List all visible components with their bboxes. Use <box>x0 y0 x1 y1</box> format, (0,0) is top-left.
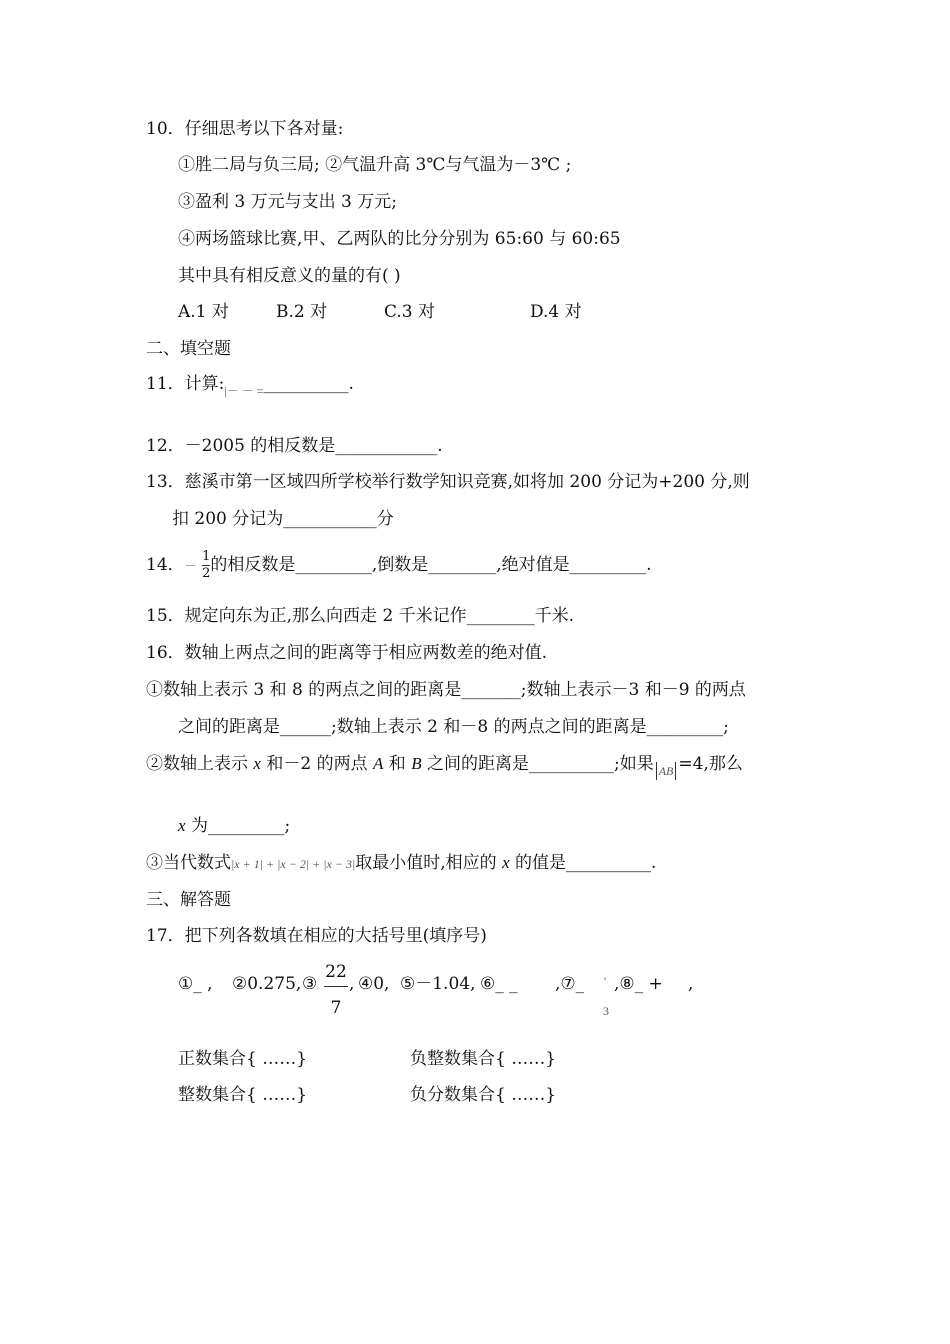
q17-n2: ②0.275, <box>232 974 302 994</box>
q16-p3-text-c: 的值是__________. <box>509 853 657 873</box>
q10-option-d: D.4 对 <box>530 302 582 322</box>
q16-p3-text-b: 取最小值时,相应的 <box>355 853 503 873</box>
q16-p3-text-a: ③当代数式 <box>146 853 231 873</box>
q12: 12．－2005 的相反数是____________. <box>146 436 443 456</box>
q16-part1-line2: 之间的距离是______;数轴上表示 2 和－8 的两点之间的距离是_________; <box>178 717 729 737</box>
q14-prefix: 14． <box>146 555 185 575</box>
q14-fraction <box>202 550 210 581</box>
q16-p2-x: x <box>253 754 261 773</box>
q14 <box>146 545 652 586</box>
q17-n4: ④0, <box>358 974 390 994</box>
q16-part3 <box>146 852 656 875</box>
q17-n8: ,⑧_ + <box>614 974 663 994</box>
q10-item-1: ①胜二局与负三局; ②气温升高 3℃与气温为－3℃ ; <box>178 155 572 175</box>
q14-rest: 的相反数是_________,倒数是________,绝对值是_________. <box>210 555 652 575</box>
q10-option-a: A.1 对 <box>178 302 229 322</box>
q16-p2-text-e: =4,那么 <box>678 754 743 774</box>
q16-p2-text-c: 和 <box>383 754 412 774</box>
q17-stem: 17．把下列各数填在相应的大括号里(填序号) <box>146 926 487 946</box>
q14-numerator: 1 <box>202 549 211 564</box>
q16-p2-line2-rest: 为_________; <box>185 816 291 836</box>
q16-part2-line2 <box>178 815 290 837</box>
q11-blank: __________. <box>263 374 354 394</box>
q10-item-3: ④两场篮球比赛,甲、乙两队的比分分别为 65:60 与 60:65 <box>178 229 621 249</box>
q16-p2-text-b: 和－2 的两点 <box>260 754 373 774</box>
q16-p3-x: x <box>502 853 510 872</box>
q16-p2-B: B <box>411 754 422 773</box>
q16-part1-line1: ①数轴上表示 3 和 8 的两点之间的距离是_______;数轴上表示－3 和－9 的两点 <box>146 680 746 700</box>
q16-p2-text-d: 之间的距离是__________;如果 <box>421 754 654 774</box>
q16-p3-expression: |x + 1| + |x − 2| + |x − 3| <box>231 857 356 871</box>
q10-item-2: ③盈利 3 万元与支出 3 万元; <box>178 192 397 212</box>
q10-option-b: B.2 对 <box>276 302 328 322</box>
q16-p2-abs-ab: AB <box>658 764 674 778</box>
q17-n3-prefix: ③ <box>302 974 318 994</box>
q13-line-2: 扣 200 分记为___________分 <box>172 509 394 529</box>
q17-n5: ⑤－1.04, <box>400 974 476 994</box>
q16-p2-A: A <box>372 754 384 773</box>
q17-n1: ①_ , <box>178 974 213 994</box>
q10-question: 其中具有相反意义的量的有( ) <box>178 266 401 286</box>
q13-line-1: 13．慈溪市第一区域四所学校举行数学知识竞赛,如将加 200 分记为+200 分,则 <box>146 472 750 492</box>
q17-n3-denominator: 7 <box>330 998 342 1018</box>
q16-stem: 16．数轴上两点之间的距离等于相应两数差的绝对值. <box>146 643 548 663</box>
q11 <box>146 373 354 396</box>
q17-n7-sup: ' <box>604 974 607 988</box>
q17-set-positive: 正数集合{ ……} <box>178 1049 308 1069</box>
q16-part2-line1 <box>146 753 743 776</box>
q17-n7-sub: 3 <box>603 1004 609 1018</box>
q17-set-negative-fraction: 负分数集合{ ……} <box>410 1085 557 1105</box>
q17-set-integer: 整数集合{ ……} <box>178 1085 308 1105</box>
q17-n6: ⑥_ _ <box>480 974 518 994</box>
q17-set-negative-integer: 负整数集合{ ……} <box>410 1049 557 1069</box>
q17-n3-numerator: 22 <box>325 962 347 982</box>
q10-stem: 10．仔细思考以下各对量: <box>146 119 344 139</box>
q16-p2-line2-x: x <box>178 816 186 835</box>
q14-denominator: 2 <box>202 566 211 581</box>
section-2-title: 二、填空题 <box>146 339 231 359</box>
q17-n7: ,⑦_ <box>555 974 585 994</box>
q10-option-c: C.3 对 <box>384 302 436 322</box>
q11-expression: |－ － = <box>224 384 264 398</box>
q17-n3-suffix: , <box>349 974 355 994</box>
q16-p2-text-a: ②数轴上表示 <box>146 754 254 774</box>
q14-sign: － <box>184 559 197 573</box>
section-3-title: 三、解答题 <box>146 890 231 910</box>
q11-prefix: 11．计算: <box>146 374 225 394</box>
q17-n-end: , <box>688 974 694 994</box>
q15: 15．规定向东为正,那么向西走 2 千米记作________千米. <box>146 606 575 626</box>
